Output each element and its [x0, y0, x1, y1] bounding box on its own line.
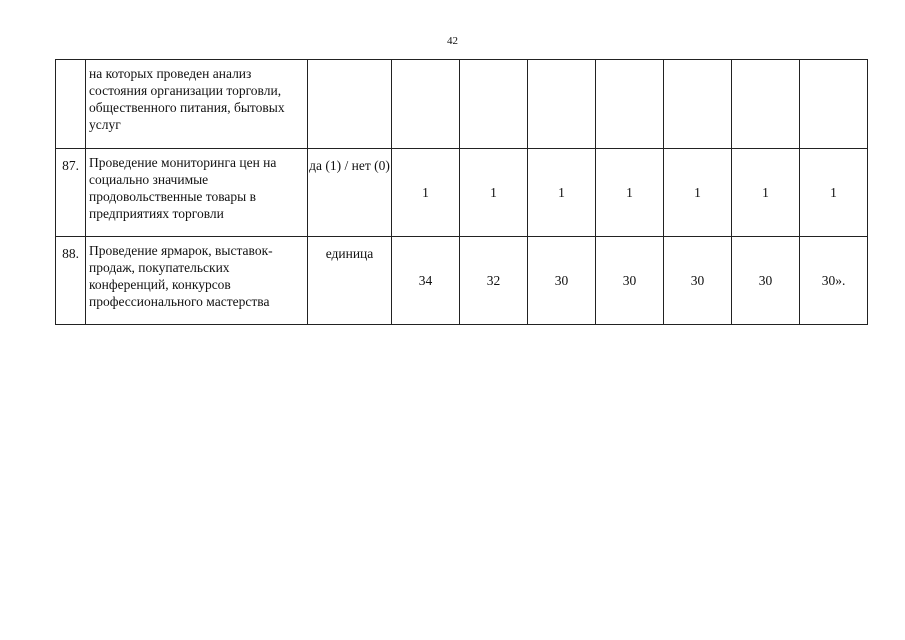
- unit-cell: единица: [308, 237, 392, 325]
- indicator-name: Проведение мониторинга цен на социально значимые продовольственные товары в предприятиях торговли: [86, 149, 308, 237]
- unit-cell: [308, 60, 392, 149]
- value-cell: [392, 60, 460, 149]
- value-cell: 1: [392, 149, 460, 237]
- table-row: [56, 149, 868, 237]
- value-cell: [732, 60, 800, 149]
- table-row: [56, 237, 868, 325]
- value-cell: 30: [732, 237, 800, 325]
- value-cell: 1: [800, 149, 868, 237]
- value-cell: 30: [596, 237, 664, 325]
- value-cell: [800, 60, 868, 149]
- indicator-name: на которых проведен анализ состояния организации торговли, общественного питания, бытовых услуг: [86, 60, 308, 149]
- value-cell: [460, 60, 528, 149]
- row-number: 88.: [56, 237, 86, 325]
- value-cell: 32: [460, 237, 528, 325]
- value-cell: 1: [664, 149, 732, 237]
- value-cell: 30: [664, 237, 732, 325]
- value-cell: [596, 60, 664, 149]
- indicator-name: Проведение ярмарок, выставок-продаж, покупательских конференций, конкурсов профессионального мастерства: [86, 237, 308, 325]
- value-cell: 34: [392, 237, 460, 325]
- value-cell: 1: [596, 149, 664, 237]
- row-number: 87.: [56, 149, 86, 237]
- value-cell: 1: [732, 149, 800, 237]
- unit-cell: да (1) / нет (0): [308, 149, 392, 237]
- value-cell: 1: [460, 149, 528, 237]
- row-number: [56, 60, 86, 149]
- table-row: [56, 60, 868, 149]
- page-number: 42: [447, 35, 458, 47]
- value-cell: [528, 60, 596, 149]
- value-cell: 1: [528, 149, 596, 237]
- value-cell: 30».: [800, 237, 868, 325]
- value-cell: [664, 60, 732, 149]
- value-cell: 30: [528, 237, 596, 325]
- indicators-table: [55, 59, 868, 325]
